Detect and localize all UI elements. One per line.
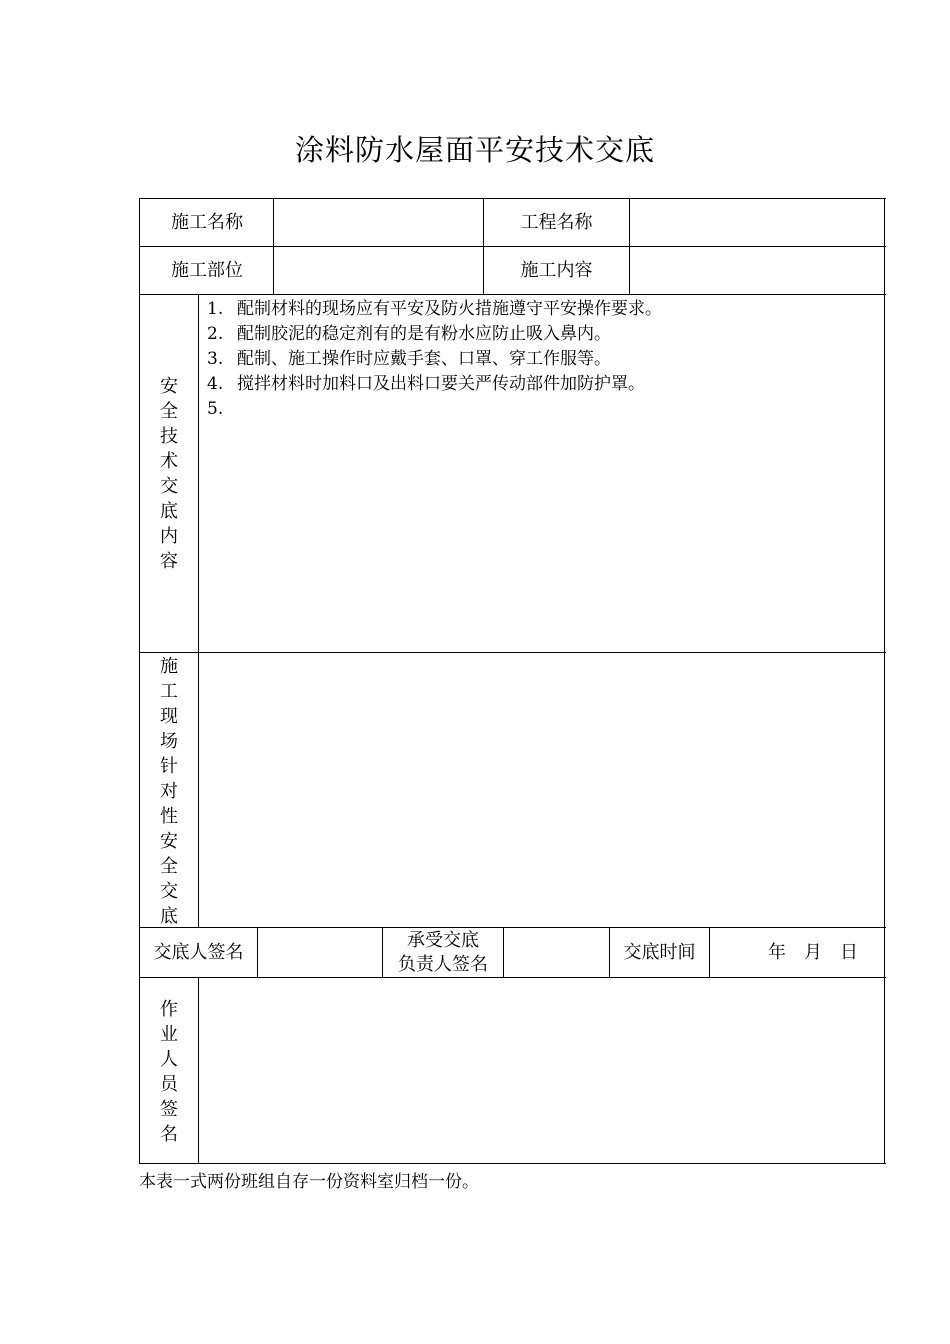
table-border-bottom [139, 1163, 886, 1164]
worker-signature-label [140, 997, 198, 1147]
table-border-right [884, 198, 885, 1164]
row-divider [139, 294, 886, 295]
receiver-label-line: 承受交底 [407, 929, 479, 951]
row-divider [139, 977, 886, 978]
label-char: 对 [160, 781, 178, 802]
label-char: 术 [160, 451, 178, 472]
construction-content-label: 施工内容 [520, 259, 593, 281]
item-number: 1. [207, 299, 224, 319]
footer-note: 本表一式两份班组自存一份资料室归档一份。 [139, 1172, 479, 1192]
construction-name-label: 施工名称 [171, 211, 243, 233]
label-char: 施 [160, 656, 178, 677]
safety-disclosure-label [140, 374, 198, 574]
list-item [207, 297, 662, 322]
site-specific-disclosure-label [140, 654, 198, 929]
item-number: 5. [207, 399, 224, 419]
construction-part-label: 施工部位 [171, 259, 243, 281]
label-char: 交 [160, 476, 178, 497]
label-char: 员 [160, 1074, 178, 1095]
label-char: 人 [160, 1049, 178, 1070]
document-title: 涂料防水屋面平安技术交底 [294, 133, 655, 167]
worker-signature-field[interactable] [200, 979, 883, 1162]
list-item [207, 372, 662, 397]
discloser-signature-label: 交底人签名 [153, 941, 244, 963]
label-char: 全 [160, 856, 178, 877]
discloser-signature-field[interactable] [258, 928, 382, 977]
item-number: 2. [207, 324, 224, 344]
label-char: 签 [160, 1099, 178, 1120]
label-char: 安 [160, 831, 178, 852]
label-char: 作 [160, 999, 178, 1020]
label-char: 性 [160, 806, 178, 827]
label-char: 安 [160, 376, 178, 397]
label-char: 技 [160, 426, 178, 447]
row-divider [139, 652, 886, 653]
column-divider [198, 294, 199, 928]
label-char: 现 [160, 706, 178, 727]
item-text: 配制胶泥的稳定剂有的是有粉水应防止吸入鼻内。 [237, 324, 611, 344]
site-specific-content-field[interactable] [200, 654, 883, 926]
label-char: 场 [160, 731, 178, 752]
construction-content-field[interactable] [630, 247, 884, 294]
disclosure-date-field[interactable]: 年 月 日 [768, 941, 858, 963]
receiver-signature-field[interactable] [504, 928, 609, 977]
label-char: 工 [160, 681, 178, 702]
construction-name-field[interactable] [274, 199, 483, 246]
label-char: 针 [160, 756, 178, 777]
receiver-label-line: 负责人签名 [398, 953, 488, 975]
label-char: 底 [160, 906, 178, 927]
label-char: 全 [160, 401, 178, 422]
project-name-label: 工程名称 [520, 211, 593, 233]
item-text: 配制、施工操作时应戴手套、口罩、穿工作服等。 [237, 349, 611, 369]
list-item [207, 397, 662, 422]
project-name-field[interactable] [630, 199, 884, 246]
label-char: 交 [160, 881, 178, 902]
column-divider [198, 977, 199, 1164]
list-item [207, 322, 662, 347]
item-number: 4. [207, 374, 224, 394]
disclosure-time-label: 交底时间 [623, 941, 696, 963]
safety-items-list [207, 297, 662, 422]
label-char: 业 [160, 1024, 178, 1045]
item-text: 搅拌材料时加料口及出料口要关严传动部件加防护罩。 [237, 374, 645, 394]
label-char: 底 [160, 501, 178, 522]
receiver-signature-label [383, 928, 503, 977]
item-text: 配制材料的现场应有平安及防火措施遵守平安操作要求。 [237, 299, 662, 319]
item-number: 3. [207, 349, 224, 369]
list-item [207, 347, 662, 372]
label-char: 容 [160, 551, 178, 572]
label-char: 名 [160, 1124, 178, 1145]
label-char: 内 [160, 526, 178, 547]
construction-part-field[interactable] [274, 247, 483, 294]
